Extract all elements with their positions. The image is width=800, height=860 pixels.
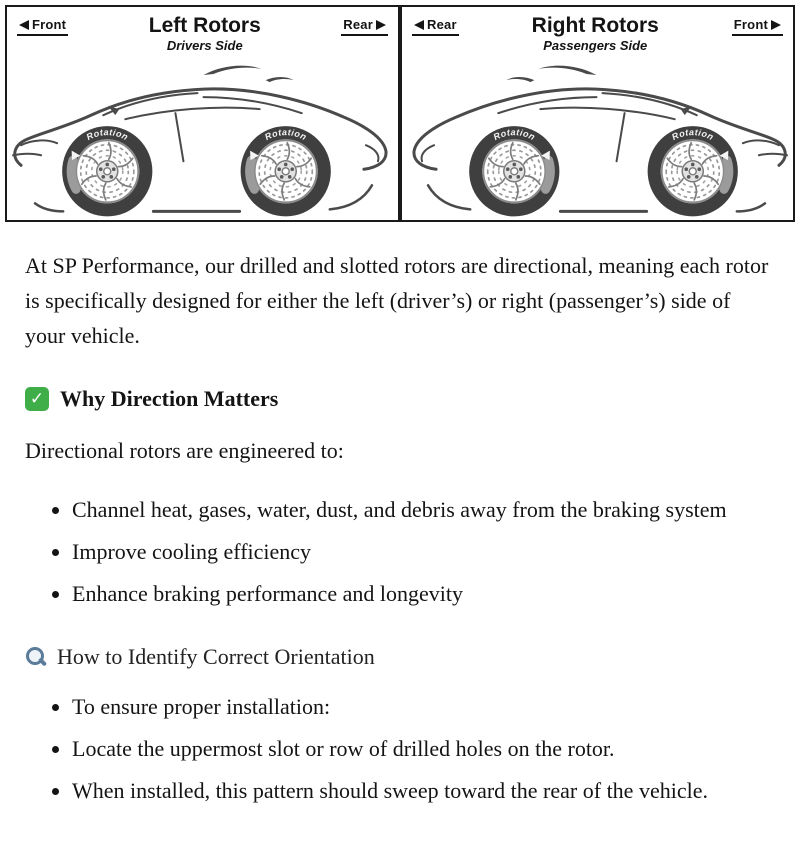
arrow-right-icon <box>771 20 781 30</box>
rotation-label: Rotation <box>491 127 537 143</box>
list-item: • To ensure proper installation: <box>72 689 772 724</box>
panel-subtitle: Drivers Side <box>166 38 243 54</box>
list-item: • Channel heat, gases, water, dust, and debris away from the braking system <box>72 492 772 527</box>
panel-subtitle: Passengers Side <box>543 38 648 54</box>
right-car-illustration <box>402 53 793 219</box>
check-icon: ✓ <box>25 387 49 411</box>
section-heading-text: Why Direction Matters <box>60 386 279 412</box>
direction-label: Front <box>733 17 768 32</box>
direction-label: Front <box>32 17 67 32</box>
article <box>0 222 800 860</box>
left-rotors-panel <box>5 5 400 222</box>
intro-paragraph: At SP Performance, our drilled and slotted rotors are directional, meaning each rotor is specifically designed for either the left (driver’s) or right (passenger’s) side of your vehicle. <box>25 252 769 349</box>
right-rotors-panel <box>400 5 795 222</box>
magnifier-handle <box>38 658 47 667</box>
panel-title: Left Rotors <box>148 14 261 37</box>
rotation-label: Rotation <box>670 127 716 143</box>
right-panel-titles <box>532 14 659 53</box>
lead-text: Directional rotors are engineered to: <box>25 437 344 463</box>
right-panel-header <box>402 7 793 53</box>
front-direction-arrow <box>17 17 68 36</box>
left-panel-titles <box>149 14 261 53</box>
list-item: • When installed, this pattern should sweep toward the rear of the vehicle. <box>72 773 772 808</box>
section-heading-why-direction-matters <box>25 381 772 416</box>
direction-label: Rear <box>427 17 457 32</box>
rotor-direction-diagram <box>5 5 795 222</box>
arrow-left-icon <box>414 20 424 30</box>
list-item: • Locate the uppermost slot or row of drilled holes on the rotor. <box>72 731 772 766</box>
orientation-list <box>25 689 772 809</box>
section-heading-text: How to Identify Correct Orientation <box>57 644 375 670</box>
list-item: • Improve cooling efficiency <box>72 534 772 569</box>
rotation-label: Rotation <box>263 127 309 143</box>
arrow-right-icon <box>376 20 386 30</box>
rotation-label: Rotation <box>84 127 130 143</box>
left-panel-header <box>7 7 398 53</box>
section-heading-identify-orientation <box>25 639 772 674</box>
benefits-list <box>25 492 772 612</box>
front-direction-arrow <box>732 17 783 36</box>
magnifier-icon <box>25 646 46 667</box>
list-item: • Enhance braking performance and longevity <box>72 576 772 611</box>
rear-direction-arrow <box>341 17 388 36</box>
direction-label: Rear <box>343 17 373 32</box>
left-car-illustration <box>7 53 398 219</box>
arrow-left-icon <box>19 20 29 30</box>
panel-title: Right Rotors <box>531 14 659 37</box>
rear-direction-arrow <box>412 17 459 36</box>
